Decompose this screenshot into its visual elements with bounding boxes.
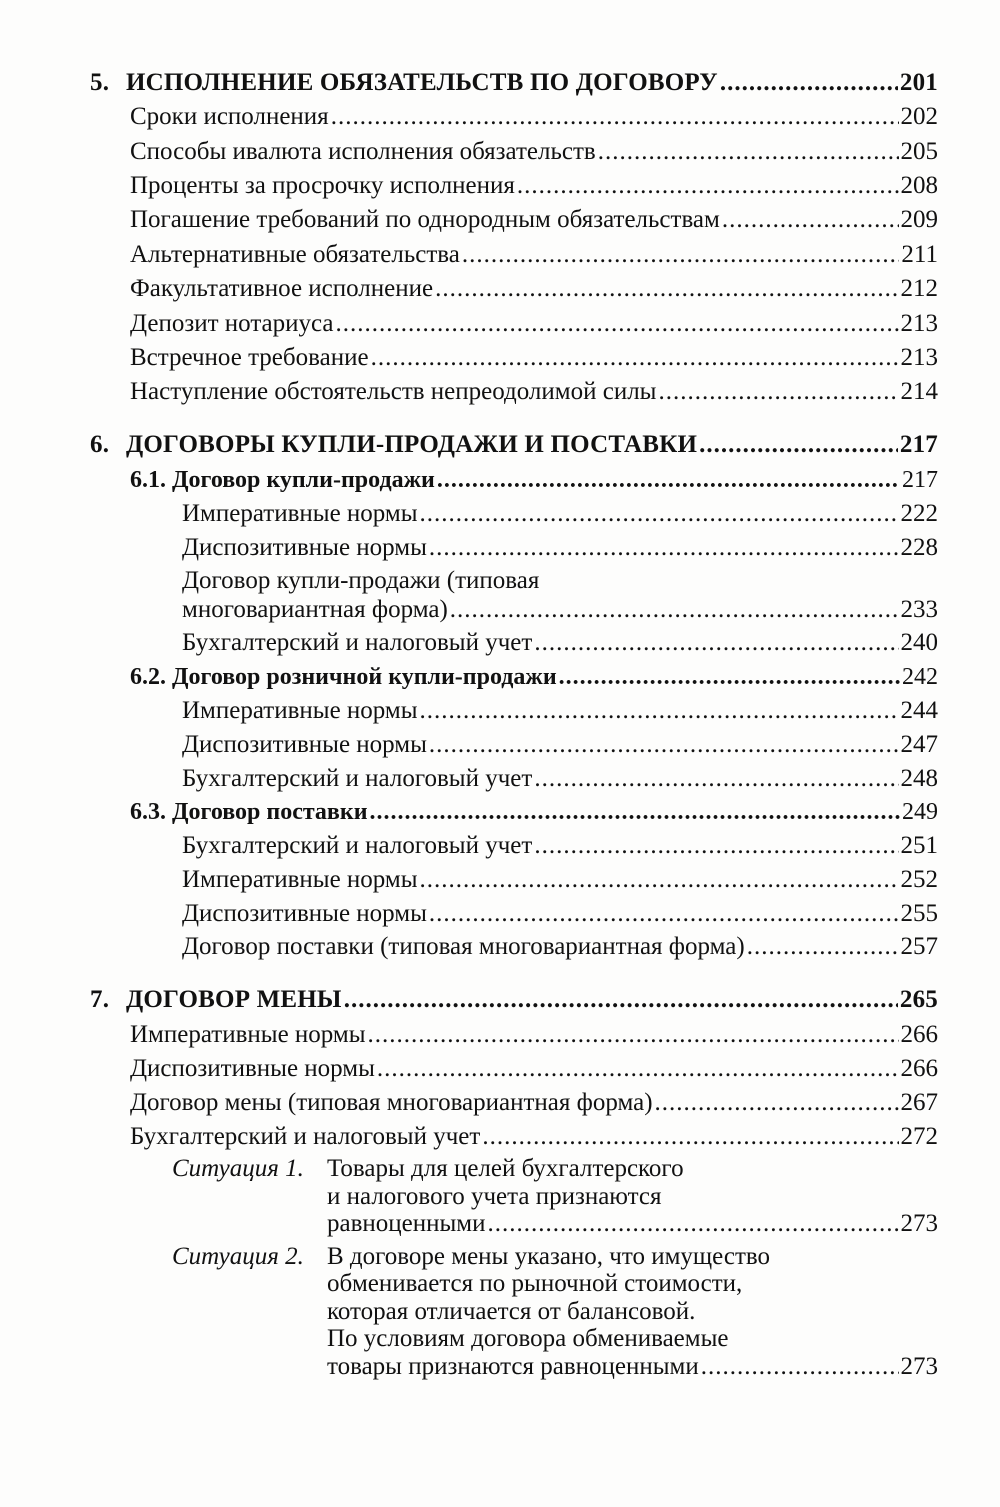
page-number: 240 xyxy=(900,629,938,656)
section-title: 6.1. Договор купли-продажи xyxy=(130,467,435,493)
entry-title: Диспозитивные нормы xyxy=(182,534,427,561)
toc-entry[interactable] xyxy=(182,628,938,658)
page-number: 252 xyxy=(900,866,938,893)
toc-entry[interactable] xyxy=(130,205,938,235)
entry-title: Сроки исполнения xyxy=(130,103,329,130)
entry-title: Проценты за просрочку исполнения xyxy=(130,172,515,199)
dot-leader xyxy=(429,730,899,760)
toc-entry[interactable] xyxy=(182,730,938,760)
page-number: 208 xyxy=(900,172,938,199)
toc-entry[interactable] xyxy=(182,696,938,726)
entry-title: Способы ивалюта исполнения обязательств xyxy=(130,138,596,165)
page-number: 217 xyxy=(902,467,938,493)
toc-section-6-2[interactable] xyxy=(130,662,938,692)
situation-2-line: По условиям договора обмениваемые xyxy=(327,1325,729,1352)
page-number: 257 xyxy=(900,933,938,960)
entry-title: Диспозитивные нормы xyxy=(182,731,427,758)
dot-leader xyxy=(377,1054,899,1084)
page-number: 213 xyxy=(900,344,938,371)
page-number: 212 xyxy=(900,275,938,302)
toc-chapter-7[interactable] xyxy=(90,985,938,1015)
page-number: 248 xyxy=(900,765,938,792)
toc-entry[interactable] xyxy=(130,171,938,201)
page-number: 255 xyxy=(900,900,938,927)
entry-title: равноценными xyxy=(327,1210,486,1237)
page-number: 228 xyxy=(900,534,938,561)
chapter-number: 5. xyxy=(90,69,110,96)
page-number: 244 xyxy=(900,697,938,724)
situation-2-line: которая отличается от балансовой. xyxy=(327,1298,696,1325)
page-number: 266 xyxy=(900,1021,938,1048)
dot-leader xyxy=(336,309,899,339)
entry-title: Договор поставки (типовая многовариантная форма) xyxy=(182,933,745,960)
dot-leader xyxy=(429,533,899,563)
situation-2-line: В договоре мены указано, что имущество xyxy=(327,1243,771,1270)
page-number: 214 xyxy=(900,378,938,405)
entry-title: Встречное требование xyxy=(130,344,369,371)
dot-leader xyxy=(450,595,899,625)
dot-leader xyxy=(331,102,899,132)
entry-title: Императивные нормы xyxy=(182,500,418,527)
entry-title: Диспозитивные нормы xyxy=(130,1055,375,1082)
page-number: 247 xyxy=(900,731,938,758)
page-number: 209 xyxy=(900,206,938,233)
toc-entry[interactable] xyxy=(182,595,938,625)
situation-2-label: Ситуация 2. xyxy=(172,1243,304,1270)
section-title: 6.3. Договор поставки xyxy=(130,799,368,825)
entry-title-continued: многовариантная форма) xyxy=(182,596,448,623)
chapter-title: ИСПОЛНЕНИЕ ОБЯЗАТЕЛЬСТВ ПО ДОГОВОРУ xyxy=(126,69,718,96)
toc-chapter-5[interactable] xyxy=(90,68,938,98)
entry-title: Бухгалтерский и налоговый учет xyxy=(182,629,533,656)
page-number: 222 xyxy=(900,500,938,527)
dot-leader xyxy=(722,205,899,235)
entry-title: Императивные нормы xyxy=(182,866,418,893)
entry-title: Императивные нормы xyxy=(130,1021,366,1048)
toc-entry[interactable] xyxy=(182,932,938,962)
entry-title: Бухгалтерский и налоговый учет xyxy=(182,765,533,792)
dot-leader xyxy=(720,68,898,98)
page-number: 251 xyxy=(900,832,938,859)
toc-entry[interactable] xyxy=(130,1088,938,1118)
page-number: 217 xyxy=(899,431,938,458)
dot-leader xyxy=(437,465,900,495)
toc-entry[interactable] xyxy=(130,343,938,373)
toc-entry[interactable] xyxy=(130,137,938,167)
entry-title: Бухгалтерский и налоговый учет xyxy=(182,832,533,859)
page-number: 205 xyxy=(900,138,938,165)
dot-leader xyxy=(534,764,898,794)
dot-leader xyxy=(420,865,899,895)
toc-entry[interactable] xyxy=(130,274,938,304)
chapter-title: ДОГОВОР МЕНЫ xyxy=(126,986,342,1013)
page-number: 213 xyxy=(900,310,938,337)
page-number: 266 xyxy=(900,1055,938,1082)
toc-entry[interactable] xyxy=(130,1054,938,1084)
toc-entry[interactable] xyxy=(182,499,938,529)
toc-entry[interactable] xyxy=(182,899,938,929)
page-number: 273 xyxy=(900,1353,938,1380)
toc-section-6-3[interactable] xyxy=(130,797,938,827)
entry-title: Факультативное исполнение xyxy=(130,275,434,302)
dot-leader xyxy=(370,797,900,827)
toc-entry[interactable] xyxy=(130,1122,938,1152)
toc-entry-situation-2[interactable] xyxy=(327,1352,938,1382)
dot-leader xyxy=(344,985,898,1015)
dot-leader xyxy=(488,1209,899,1239)
section-title: 6.2. Договор розничной купли-продажи xyxy=(130,664,557,690)
situation-1-line: и налогового учета признаются xyxy=(327,1183,662,1210)
dot-leader xyxy=(368,1020,899,1050)
toc-entry[interactable] xyxy=(130,309,938,339)
chapter-title: ДОГОВОРЫ КУПЛИ-ПРОДАЖИ И ПОСТАВКИ xyxy=(126,431,698,458)
dot-leader xyxy=(482,1122,898,1152)
dot-leader xyxy=(747,932,899,962)
dot-leader xyxy=(559,662,900,692)
dot-leader xyxy=(435,274,898,304)
entry-title: Диспозитивные нормы xyxy=(182,900,427,927)
entry-title: Бухгалтерский и налоговый учет xyxy=(130,1123,481,1150)
dot-leader xyxy=(701,1352,899,1382)
dot-leader xyxy=(420,696,899,726)
page-number: 202 xyxy=(900,103,938,130)
dot-leader xyxy=(655,1088,899,1118)
page-number: 233 xyxy=(900,596,938,623)
toc-entry-situation-1[interactable] xyxy=(327,1209,938,1239)
page-number: 267 xyxy=(900,1089,938,1116)
page-number: 265 xyxy=(899,986,938,1013)
situation-1-line: Товары для целей бухгалтерского xyxy=(327,1155,684,1182)
toc-entry[interactable] xyxy=(182,533,938,563)
toc-entry[interactable] xyxy=(130,1020,938,1050)
situation-1-label: Ситуация 1. xyxy=(172,1155,304,1182)
dot-leader xyxy=(420,499,899,529)
toc-entry[interactable] xyxy=(130,102,938,132)
toc-entry[interactable] xyxy=(130,240,938,270)
page-number: 211 xyxy=(901,241,938,268)
toc-entry[interactable] xyxy=(182,831,938,861)
entry-title: Наступление обстоятельств непреодолимой силы xyxy=(130,378,657,405)
page-number: 242 xyxy=(902,664,938,690)
toc-entry[interactable] xyxy=(182,865,938,895)
dot-leader xyxy=(462,240,900,270)
chapter-number: 6. xyxy=(90,431,110,458)
dot-leader xyxy=(534,831,898,861)
entry-title: товары признаются равноценными xyxy=(327,1353,699,1380)
toc-entry[interactable] xyxy=(130,377,938,407)
toc-chapter-6[interactable] xyxy=(90,430,938,460)
entry-title: Договор мены (типовая многовариантная форма) xyxy=(130,1089,653,1116)
dot-leader xyxy=(534,628,898,658)
entry-title: Альтернативные обязательства xyxy=(130,241,460,268)
dot-leader xyxy=(429,899,899,929)
chapter-number: 7. xyxy=(90,986,110,1013)
dot-leader xyxy=(517,171,899,201)
dot-leader xyxy=(658,377,898,407)
entry-title: Погашение требований по однородным обязательствам xyxy=(130,206,720,233)
dot-leader xyxy=(598,137,899,167)
dot-leader xyxy=(371,343,899,373)
toc-entry[interactable] xyxy=(182,764,938,794)
entry-title: Депозит нотариуса xyxy=(130,310,334,337)
page-number: 273 xyxy=(900,1210,938,1237)
toc-section-6-1[interactable] xyxy=(130,465,938,495)
entry-title-line: Договор купли-продажи (типовая xyxy=(182,567,540,594)
dot-leader xyxy=(699,430,898,460)
page-number: 249 xyxy=(902,799,938,825)
page-number: 272 xyxy=(900,1123,938,1150)
entry-title: Императивные нормы xyxy=(182,697,418,724)
page-number: 201 xyxy=(899,69,938,96)
situation-2-line: обменивается по рыночной стоимости, xyxy=(327,1270,743,1297)
